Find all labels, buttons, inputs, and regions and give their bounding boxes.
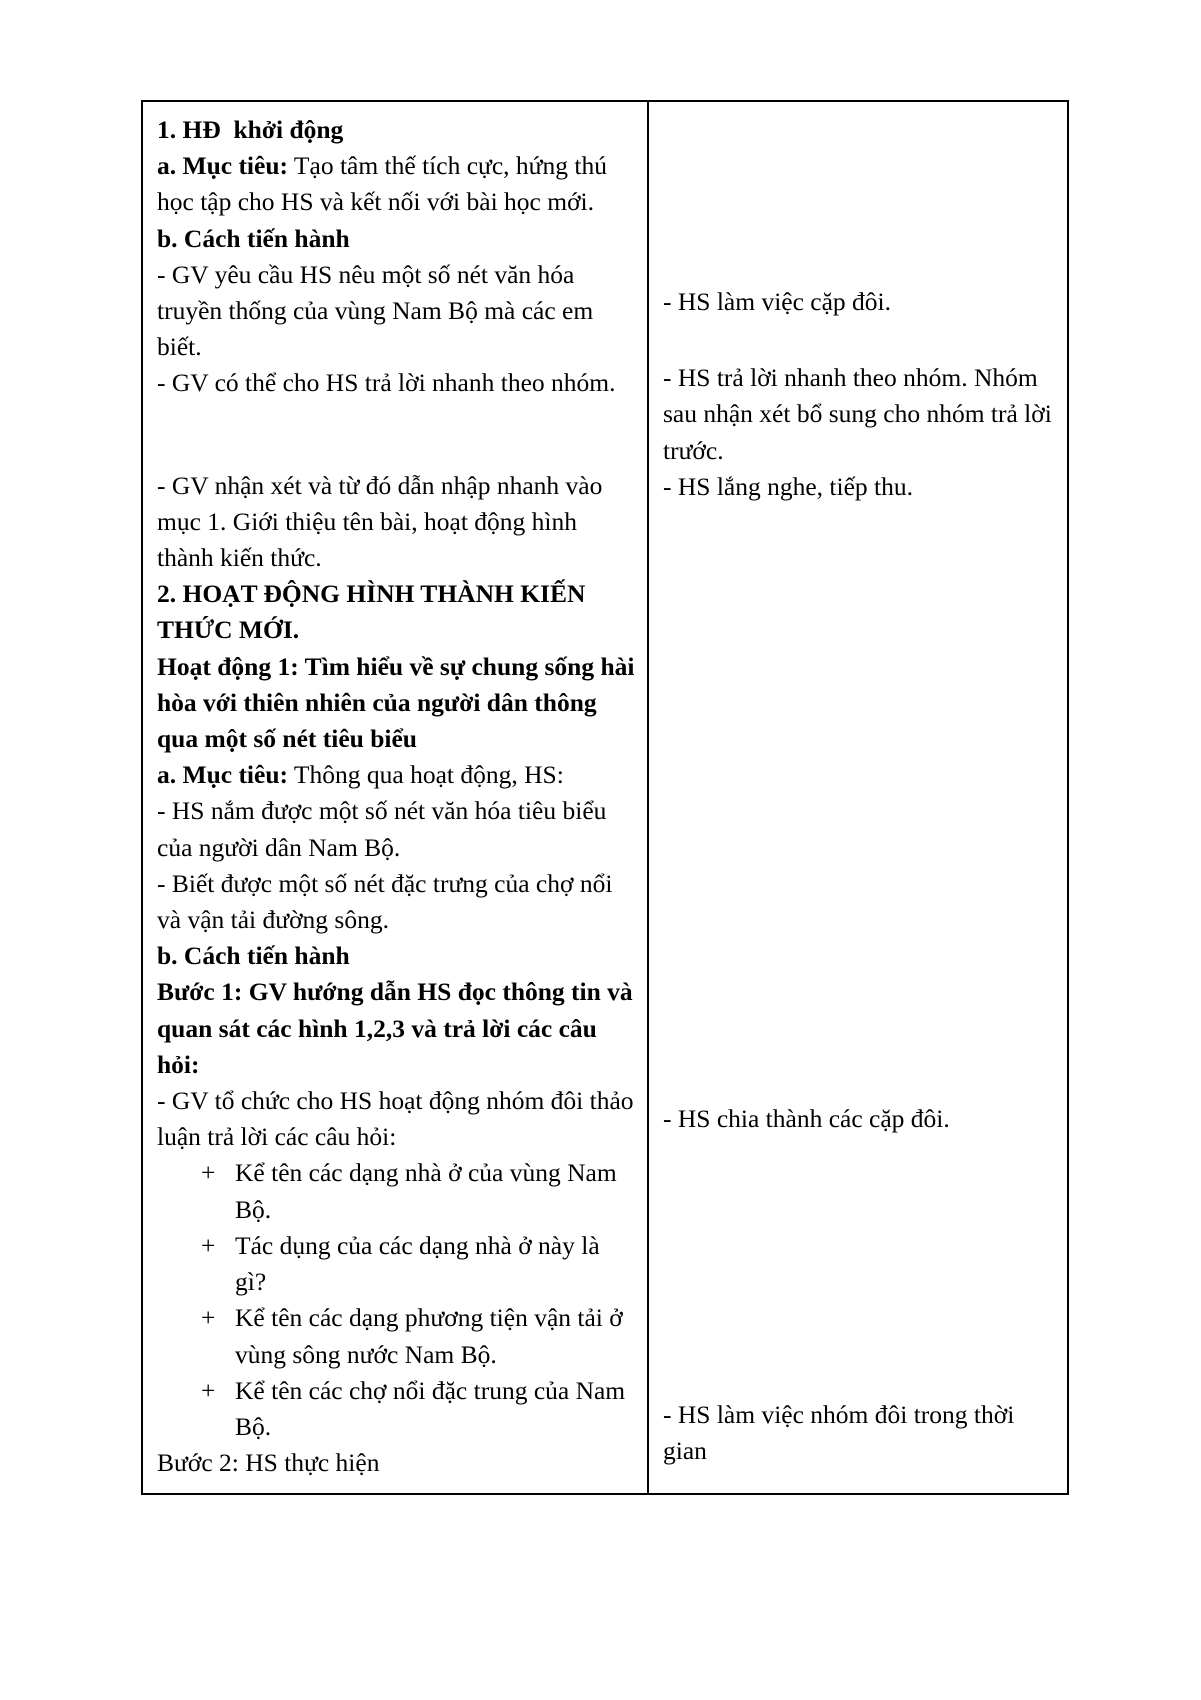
activity-objective-label: a. Mục tiêu:	[157, 760, 289, 790]
step-1-title: Bước 1: GV hướng dẫn HS đọc thông tin và quan sát các hình 1,2,3 và trả lời các câu hỏi:	[157, 977, 640, 1079]
vertical-gap	[663, 505, 1055, 1101]
question-text: Kể tên các dạng phương tiện vận tải ở vùng sông nước Nam Bộ.	[235, 1303, 623, 1369]
vertical-gap	[663, 1137, 1055, 1397]
section-2-title: 2. HOẠT ĐỘNG HÌNH THÀNH KIẾN THỨC MỚI.	[157, 579, 592, 645]
activity-objective-text: Thông qua hoạt động, HS:	[288, 760, 564, 790]
question-text: Kể tên các chợ nổi đặc trung của Nam Bộ.	[235, 1375, 626, 1441]
step-2-title: Bước 2: HS thực hiện	[157, 1448, 380, 1478]
teacher-activity-cell	[142, 101, 648, 1494]
student-response-4: - HS chia thành các cặp đôi.	[663, 1104, 950, 1134]
student-activity-cell	[648, 101, 1068, 1494]
list-item	[157, 1155, 635, 1227]
question-text: Tác dụng của các dạng nhà ở này là gì?	[235, 1230, 600, 1297]
section-1-title: 1. HĐ khởi động	[157, 115, 344, 144]
list-item	[157, 1300, 635, 1372]
student-response-3: - HS lắng nghe, tiếp thu.	[663, 471, 914, 501]
activity-goal-1: - HS nắm được một số nét văn hóa tiêu biểu của người dân Nam Bộ.	[157, 796, 613, 862]
student-response-1: - HS làm việc cặp đôi.	[663, 287, 892, 316]
student-response-2: - HS trả lời nhanh theo nhóm. Nhóm sau nhận xét bổ sung cho nhóm trả lời trước.	[663, 363, 1059, 465]
plus-bullet-icon: +	[201, 1158, 216, 1188]
step-c: - GV nhận xét và từ đó dẫn nhập nhanh vào mục 1. Giới thiệu tên bài, hoạt động hình thành kiến thức.	[157, 470, 609, 573]
vertical-gap	[663, 320, 1055, 360]
teacher-activity-content	[143, 102, 647, 1493]
question-text: Kể tên các dạng nhà ở của vùng Nam Bộ.	[235, 1158, 617, 1224]
lesson-plan-table	[141, 100, 1069, 1495]
plus-bullet-icon: +	[201, 1375, 216, 1405]
activity-method-title: b. Cách tiến hành	[157, 941, 350, 971]
objective-label: a. Mục tiêu:	[157, 151, 289, 181]
student-response-5: - HS làm việc nhóm đôi trong thời gian	[663, 1400, 1021, 1466]
objective-text: Tạo tâm thế tích cực, hứng thú học tập cho HS và kết nối với bài học mới.	[157, 151, 614, 217]
activity-1-title: Hoạt động 1: Tìm hiểu về sự chung sống hài hòa với thiên nhiên của người dân thông qua một số nét tiêu biểu	[157, 651, 641, 754]
plus-bullet-icon: +	[201, 1230, 216, 1260]
activity-goal-2: - Biết được một số nét đặc trưng của chợ nổi và vận tải đường sông.	[157, 868, 619, 935]
vertical-gap	[663, 178, 1055, 244]
vertical-gap	[663, 244, 1055, 284]
list-item	[157, 1228, 635, 1300]
step-b: - GV có thể cho HS trả lời nhanh theo nhóm.	[157, 368, 616, 398]
objective-paragraph	[157, 148, 635, 220]
vertical-gap	[663, 112, 1055, 178]
table-row	[142, 101, 1068, 1494]
student-activity-content	[649, 102, 1067, 1482]
vertical-gap	[157, 402, 635, 468]
activity-objective-paragraph	[157, 757, 635, 793]
method-title: b. Cách tiến hành	[157, 223, 350, 253]
plus-bullet-icon: +	[201, 1303, 216, 1333]
step-a: - GV yêu cầu HS nêu một số nét văn hóa truyền thống của vùng Nam Bộ mà các em biết.	[157, 259, 600, 362]
list-item	[157, 1373, 635, 1445]
step-1-body: - GV tổ chức cho HS hoạt động nhóm đôi thảo luận trả lời các câu hỏi:	[157, 1086, 640, 1152]
